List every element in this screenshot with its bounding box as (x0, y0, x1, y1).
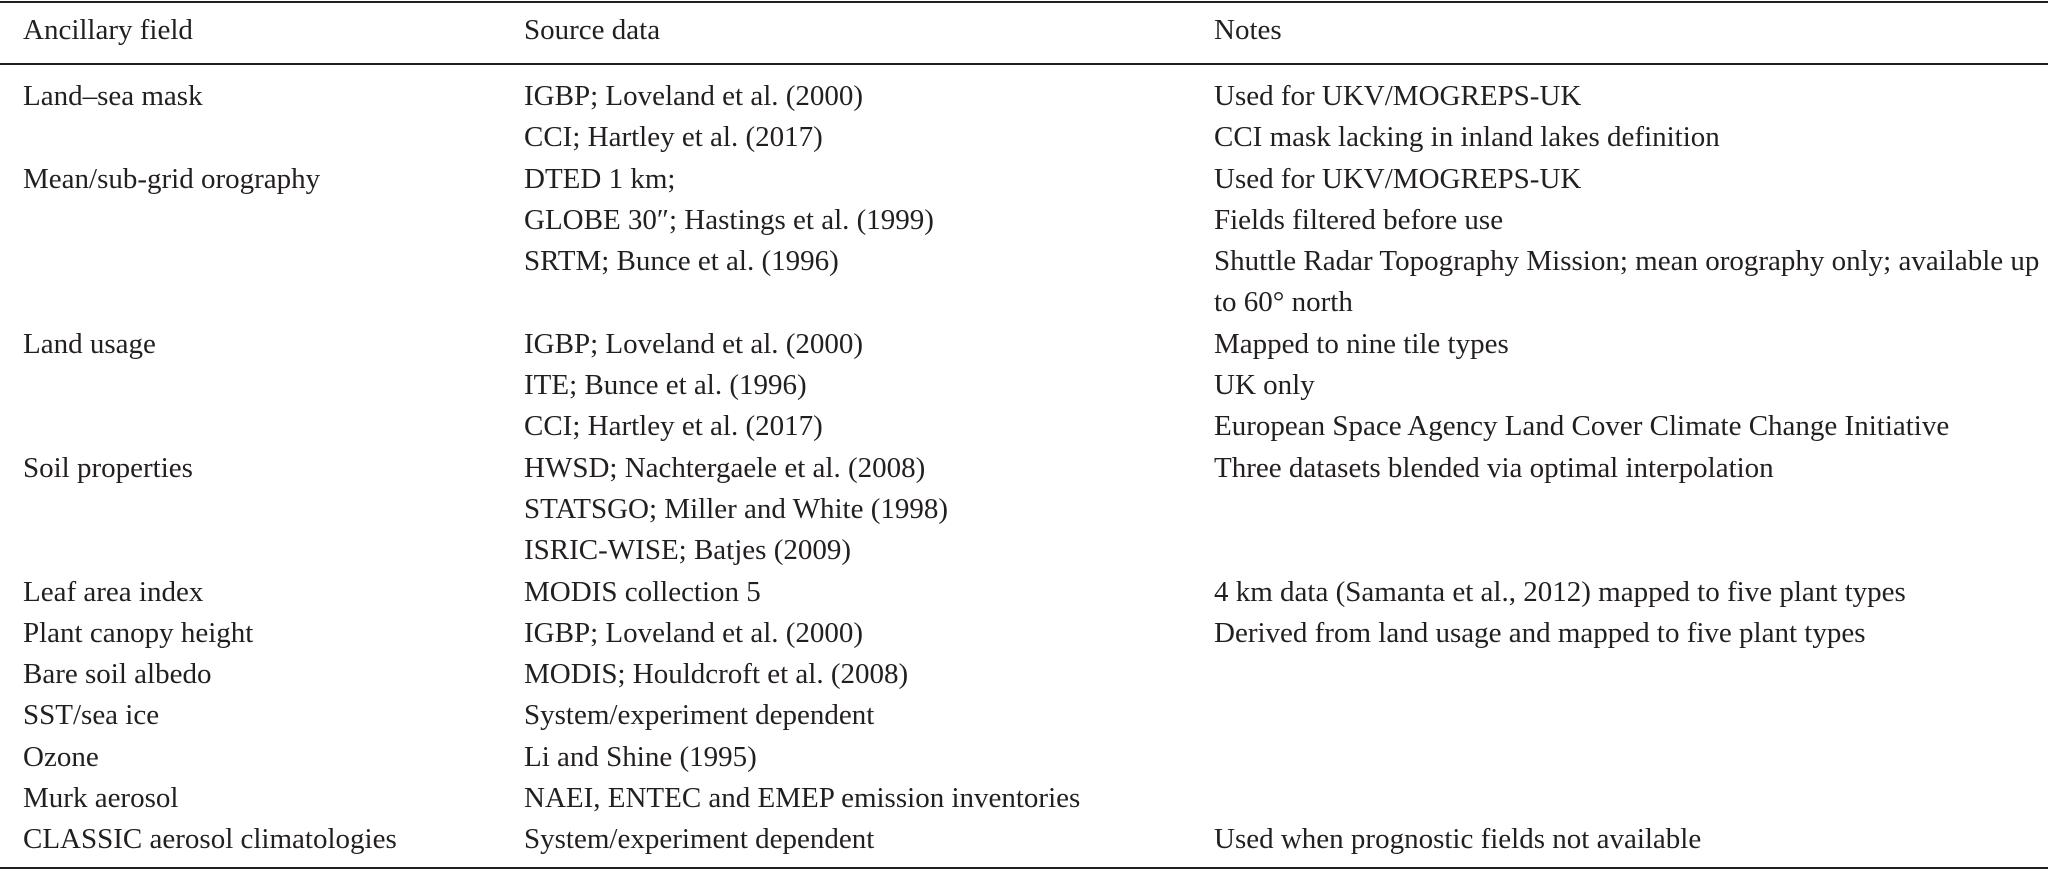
table-row (0, 365, 2048, 406)
cell-ancillary-field: Land usage (23, 327, 156, 360)
cell-ancillary-field (0, 406, 501, 447)
cell-notes: Used for UKV/MOGREPS-UK (1214, 162, 1582, 195)
table-row (0, 530, 2048, 571)
cell-source-data: System/experiment dependent (524, 699, 875, 732)
cell-ancillary-field (0, 200, 501, 241)
cell-ancillary-field (0, 489, 501, 530)
cell-source-data: ITE; Bunce et al. (1996) (524, 369, 807, 402)
cell-ancillary-field: SST/sea ice (23, 699, 160, 732)
table-row (0, 324, 2048, 365)
cell-notes (1191, 530, 2048, 571)
cell-ancillary-field (0, 365, 501, 406)
table-row (0, 613, 2048, 654)
cell-source-data: GLOBE 30″; Hastings et al. (1999) (524, 203, 934, 236)
table-row (0, 654, 2048, 695)
cell-ancillary-field: Murk aerosol (23, 782, 179, 815)
cell-notes (1191, 778, 2048, 819)
cell-notes: Shuttle Radar Topography Mission; mean orography only; available up to 60° north (1214, 245, 2040, 319)
cell-source-data: HWSD; Nachtergaele et al. (2008) (524, 451, 926, 484)
cell-ancillary-field: Land–sea mask (23, 80, 203, 112)
cell-ancillary-field: Plant canopy height (23, 616, 254, 649)
header-source-data: Source data (524, 14, 661, 46)
cell-ancillary-field: Ozone (23, 740, 99, 773)
cell-source-data: System/experiment dependent (524, 823, 875, 856)
cell-source-data: Li and Shine (1995) (524, 740, 757, 773)
table-bottom-rule (0, 867, 2048, 869)
cell-ancillary-field (0, 241, 501, 324)
table-row (0, 64, 2048, 117)
cell-source-data: SRTM; Bunce et al. (1996) (524, 245, 839, 278)
cell-notes: Used when prognostic fields not available (1214, 823, 1702, 856)
cell-source-data: MODIS; Houldcroft et al. (2008) (524, 658, 909, 691)
cell-source-data: CCI; Hartley et al. (2017) (524, 410, 823, 443)
cell-notes: Fields filtered before use (1214, 203, 1504, 236)
cell-source-data: NAEI, ENTEC and EMEP emission inventories (524, 782, 1081, 815)
cell-notes (1191, 489, 2048, 530)
cell-ancillary-field: Bare soil albedo (23, 658, 212, 691)
table-row (0, 406, 2048, 447)
cell-notes (1191, 737, 2048, 778)
table-row (0, 489, 2048, 530)
table-row (0, 572, 2048, 613)
table-row (0, 778, 2048, 819)
cell-notes: CCI mask lacking in inland lakes definition (1214, 121, 1720, 154)
cell-ancillary-field: CLASSIC aerosol climatologies (23, 823, 397, 856)
cell-ancillary-field: Mean/sub-grid orography (23, 162, 321, 195)
cell-notes: Three datasets blended via optimal interpolation (1214, 451, 1774, 484)
cell-notes: Used for UKV/MOGREPS-UK (1214, 80, 1582, 112)
cell-notes (1191, 695, 2048, 736)
table-row (0, 695, 2048, 736)
table-row (0, 737, 2048, 778)
table-body (0, 64, 2048, 861)
header-row (0, 0, 2048, 64)
table-row (0, 200, 2048, 241)
cell-notes (1191, 654, 2048, 695)
table-row (0, 241, 2048, 324)
cell-ancillary-field (0, 117, 501, 158)
cell-source-data: DTED 1 km; (524, 162, 676, 195)
table-row (0, 159, 2048, 200)
cell-notes: European Space Agency Land Cover Climate Change Initiative (1214, 410, 1950, 443)
cell-notes: Derived from land usage and mapped to five plant types (1214, 616, 1866, 649)
table-header (0, 0, 2048, 64)
cell-source-data: MODIS collection 5 (524, 575, 761, 608)
header-notes: Notes (1214, 14, 1282, 46)
cell-notes: Mapped to nine tile types (1214, 327, 1509, 360)
cell-source-data: CCI; Hartley et al. (2017) (524, 121, 823, 154)
cell-source-data: ISRIC-WISE; Batjes (2009) (524, 534, 852, 567)
cell-notes: 4 km data (Samanta et al., 2012) mapped to five plant types (1214, 575, 1906, 608)
table-row (0, 117, 2048, 158)
cell-ancillary-field: Leaf area index (23, 575, 204, 608)
cell-source-data: IGBP; Loveland et al. (2000) (524, 80, 864, 112)
cell-source-data: IGBP; Loveland et al. (2000) (524, 616, 864, 649)
table-row (0, 448, 2048, 489)
cell-ancillary-field (0, 530, 501, 571)
cell-notes: UK only (1214, 369, 1315, 402)
cell-source-data: IGBP; Loveland et al. (2000) (524, 327, 864, 360)
cell-source-data: STATSGO; Miller and White (1998) (524, 492, 949, 525)
header-ancillary-field: Ancillary field (23, 14, 193, 46)
cell-ancillary-field: Soil properties (23, 451, 193, 484)
table-row (0, 819, 2048, 860)
